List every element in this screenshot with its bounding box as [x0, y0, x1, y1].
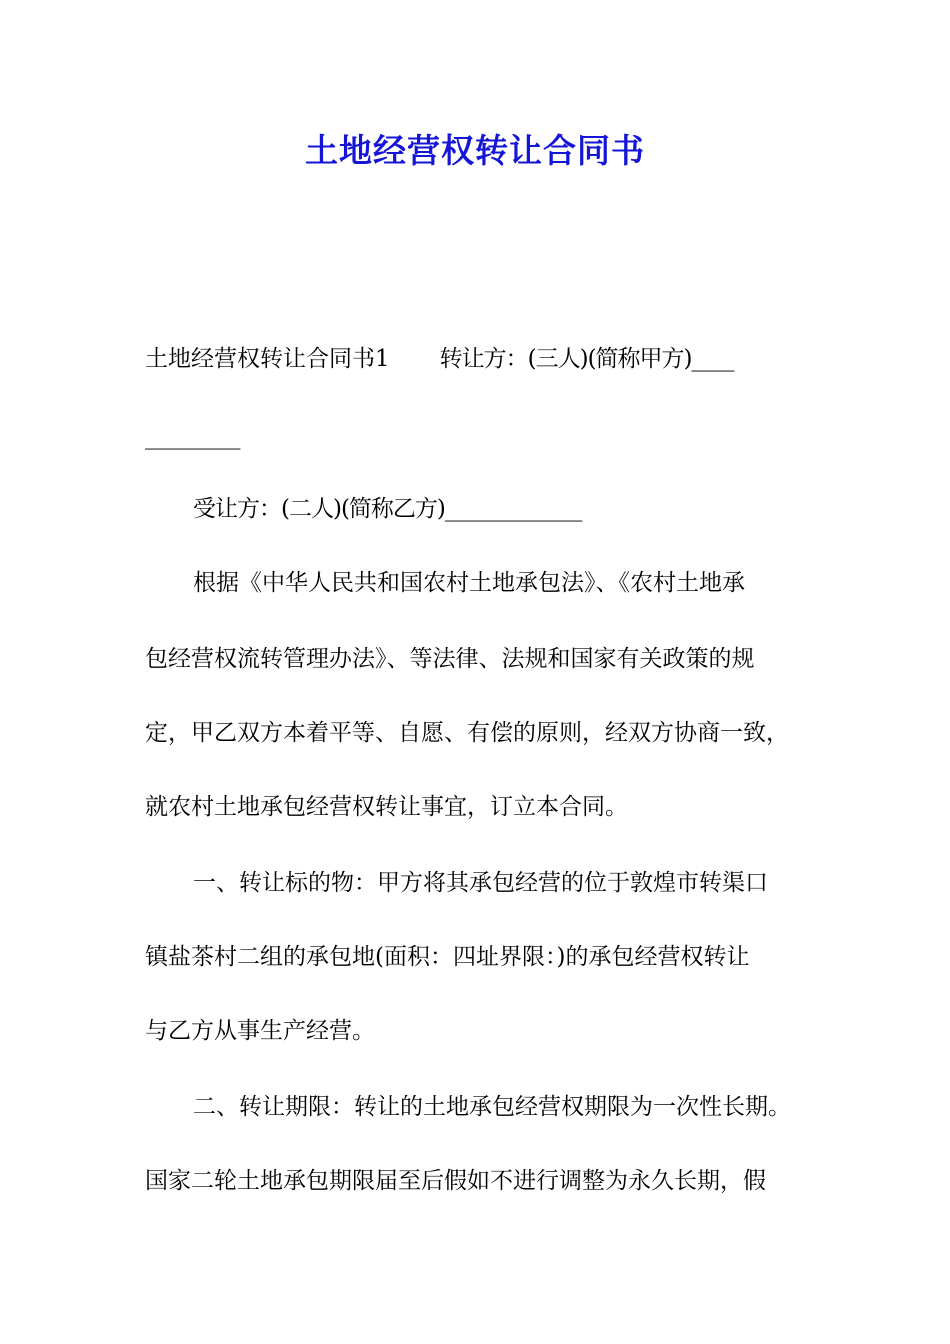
subtitle: 土地经营权转让合同书1 [145, 346, 390, 372]
clause-1-line: 镇盐茶村二组的承包地(面积：四址界限：)的承包经营权转让 [145, 944, 750, 970]
clause-2-line: 国家二轮土地承包期限届至后假如不进行调整为永久长期，假 [145, 1168, 766, 1194]
paragraph-line: 根据《中华人民共和国农村土地承包法》、《农村土地承 [193, 570, 745, 596]
clause-1-line: 一、转让标的物：甲方将其承包经营的位于敦煌市转渠口 [193, 870, 768, 896]
paragraph-line: 包经营权流转管理办法》、等法律、法规和国家有关政策的规 [145, 646, 755, 672]
paragraph-line: 定，甲乙双方本着平等、自愿、有偿的原则，经双方协商一致， [145, 720, 789, 746]
transferor-field: 转让方：(三人)(简称甲方)____ [439, 346, 734, 372]
paragraph-line: 就农村土地承包经营权转让事宜，订立本合同。 [145, 794, 628, 820]
clause-2-line: 二、转让期限：转让的土地承包经营权期限为一次性长期。 [193, 1094, 791, 1120]
transferor-blank-continued: _________ [145, 424, 240, 450]
transferee-field: 受让方：(二人)(简称乙方)_____________ [193, 496, 582, 522]
header-line [145, 342, 835, 376]
document-title: 土地经营权转让合同书 [305, 131, 645, 170]
clause-1-line: 与乙方从事生产经营。 [145, 1018, 375, 1044]
